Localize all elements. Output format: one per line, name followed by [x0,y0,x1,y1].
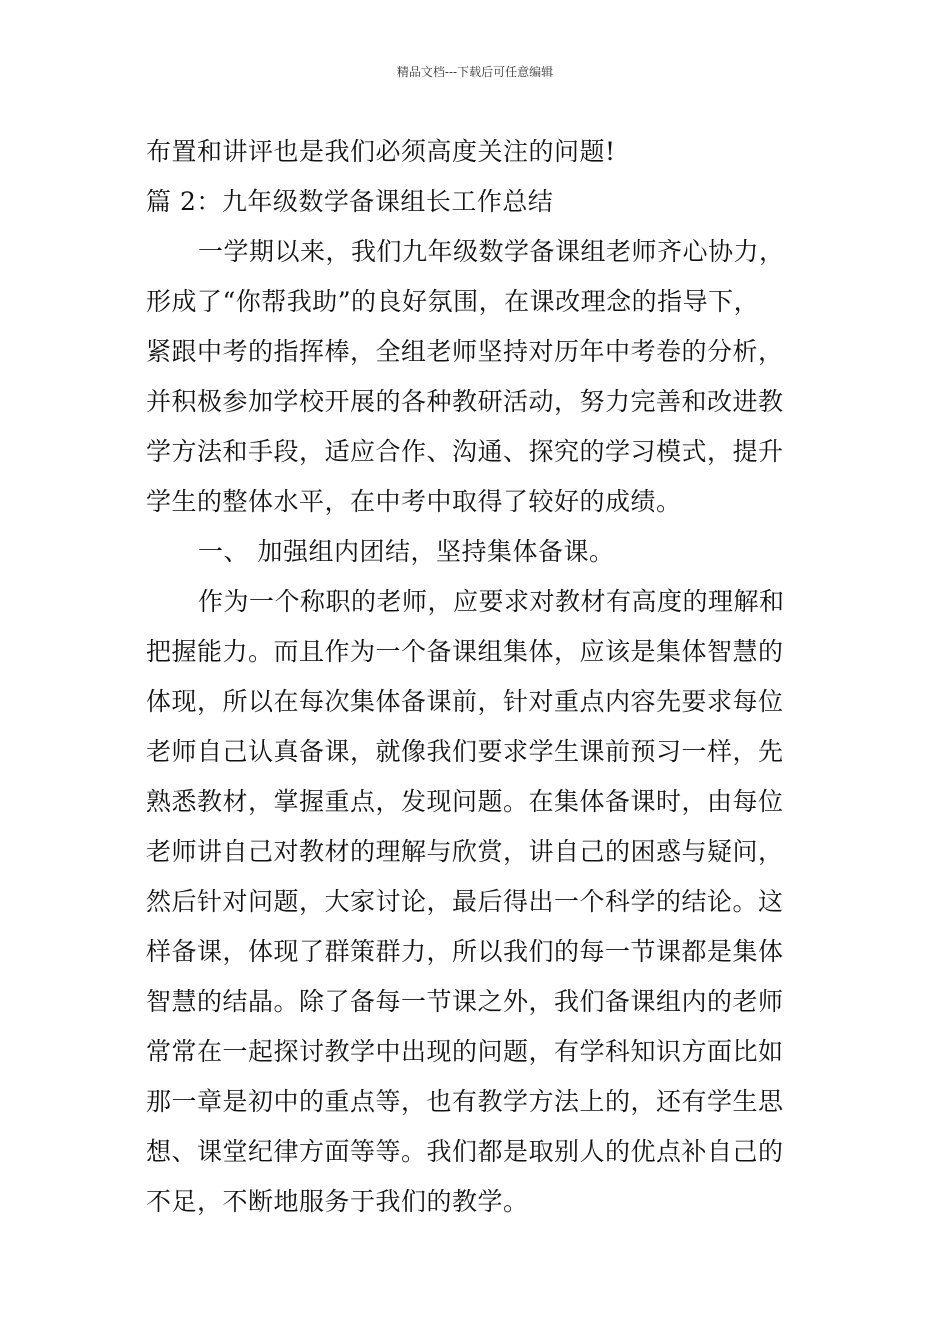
text-line: 然后针对问题，大家讨论，最后得出一个科学的结论。这 [146,887,784,916]
text-line: 学生的整体水平，在中考中取得了较好的成绩。 [146,487,682,516]
subsection-heading: 一、 加强组内团结，坚持集体备课。 [198,537,615,566]
text-line: 布置和讲评也是我们必须高度关注的问题! [146,137,616,166]
page-header: 精品文档---下载后可任意编辑 [396,65,554,79]
paragraph-start-line: 作为一个称职的老师，应要求对教材有高度的理解和 [198,587,785,616]
text-line: 想、课堂纪律方面等等。我们都是取别人的优点补自己的 [146,1137,784,1166]
text-line: 老师自己认真备课，就像我们要求学生课前预习一样，先 [146,737,784,766]
text-line: 熟悉教材，掌握重点，发现问题。在集体备课时，由每位 [146,787,784,816]
text-line: 常常在一起探讨教学中出现的问题，有学科知识方面比如 [146,1037,784,1066]
section-title: 篇 2：九年级数学备课组长工作总结 [146,187,554,216]
text-line: 那一章是初中的重点等，也有教学方法上的，还有学生思 [146,1087,784,1116]
text-line: 体现，所以在每次集体备课前，针对重点内容先要求每位 [146,687,784,716]
text-line: 智慧的结晶。除了备每一节课之外，我们备课组内的老师 [146,987,784,1016]
document-body [146,127,816,1227]
paragraph-start-line: 一学期以来，我们九年级数学备课组老师齐心协力， [198,237,785,266]
text-line: 紧跟中考的指挥棒，全组老师坚持对历年中考卷的分析， [146,337,784,366]
text-line: 并积极参加学校开展的各种教研活动，努力完善和改进教 [146,387,784,416]
text-line: 样备课，体现了群策群力，所以我们的每一节课都是集体 [146,937,784,966]
text-line: 形成了“你帮我助”的良好氛围，在课改理念的指导下， [146,287,760,316]
text-line: 不足，不断地服务于我们的教学。 [146,1187,529,1216]
text-line: 学方法和手段，适应合作、沟通、探究的学习模式，提升 [146,437,784,466]
text-line: 老师讲自己对教材的理解与欣赏，讲自己的困惑与疑问， [146,837,784,866]
text-line: 把握能力。而且作为一个备课组集体，应该是集体智慧的 [146,637,784,666]
